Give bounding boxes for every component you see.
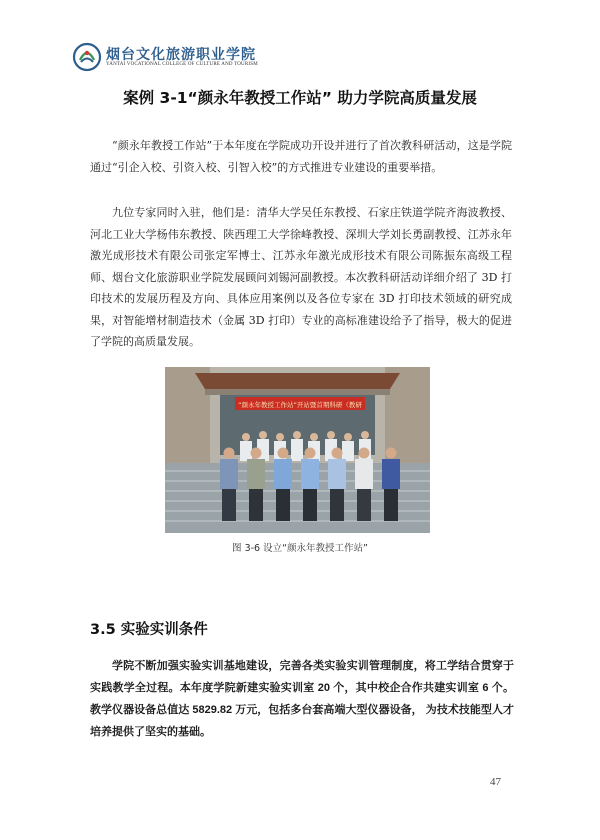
case-paragraph-2: 九位专家同时入驻，他们是：清华大学吴任东教授、石家庄铁道学院齐海波教授、河北工业大学杨伟东教授、陕西理工大学徐峰教授、深圳大学刘长勇副教授、江苏永年激光成形技术有限公司张定军博士、江苏永年激光成形技术有限公司陈振东高级工程师、烟台文化旅游职业学院发展顾问刘锡河副教授。本次教科研活动详细介绍了 3D 打印技术的发展历程及方向、具体应用案例以及各位专家在 3D 打印技术领域的研究成果，对智能增材制造技术（金属 3D 打印）专业的高标准建设给予了指导，极大的促进了学院的高质量发展。 (90, 206, 512, 348)
banner-text: “颜永年教授工作站”开站暨首期科研（教研 (238, 401, 362, 409)
group-photo (165, 367, 430, 533)
case-paragraph-1: “颜永年教授工作站”于本年度在学院成功开设并进行了首次教科研活动，这是学院通过“引企入校、引资入校、引智入校”的方式推进专业建设的重要举措。 (90, 139, 512, 174)
school-name-cn: 烟台文化旅游职业学院 (106, 47, 256, 63)
case-title: 案例 3-1“颜永年教授工作站” 助力学院高质量发展 (123, 89, 477, 107)
school-name-en: YANTAI VOCATIONAL COLLEGE OF CULTURE AND TOURISM (106, 62, 258, 67)
section-title: 3.5 实验实训条件 (90, 622, 208, 638)
college-emblem-icon (72, 42, 102, 72)
page-header (72, 40, 292, 80)
figure-caption: 图 3-6 设立“颜永年教授工作站” (232, 543, 368, 554)
section-paragraph: 学院不断加强实验实训基地建设，完善各类实验实训管理制度，将工学结合贯穿于实践教学全过程。本年度学院新建实验实训室 20 个，其中校企合作共建实训室 6 个。教学仪器设备总值达 5829.82 万元，包括多台套高端大型仪器设备， 为技术技能型人才培养提供了坚实的基础。 (90, 660, 514, 738)
page-number: 47 (490, 776, 501, 788)
